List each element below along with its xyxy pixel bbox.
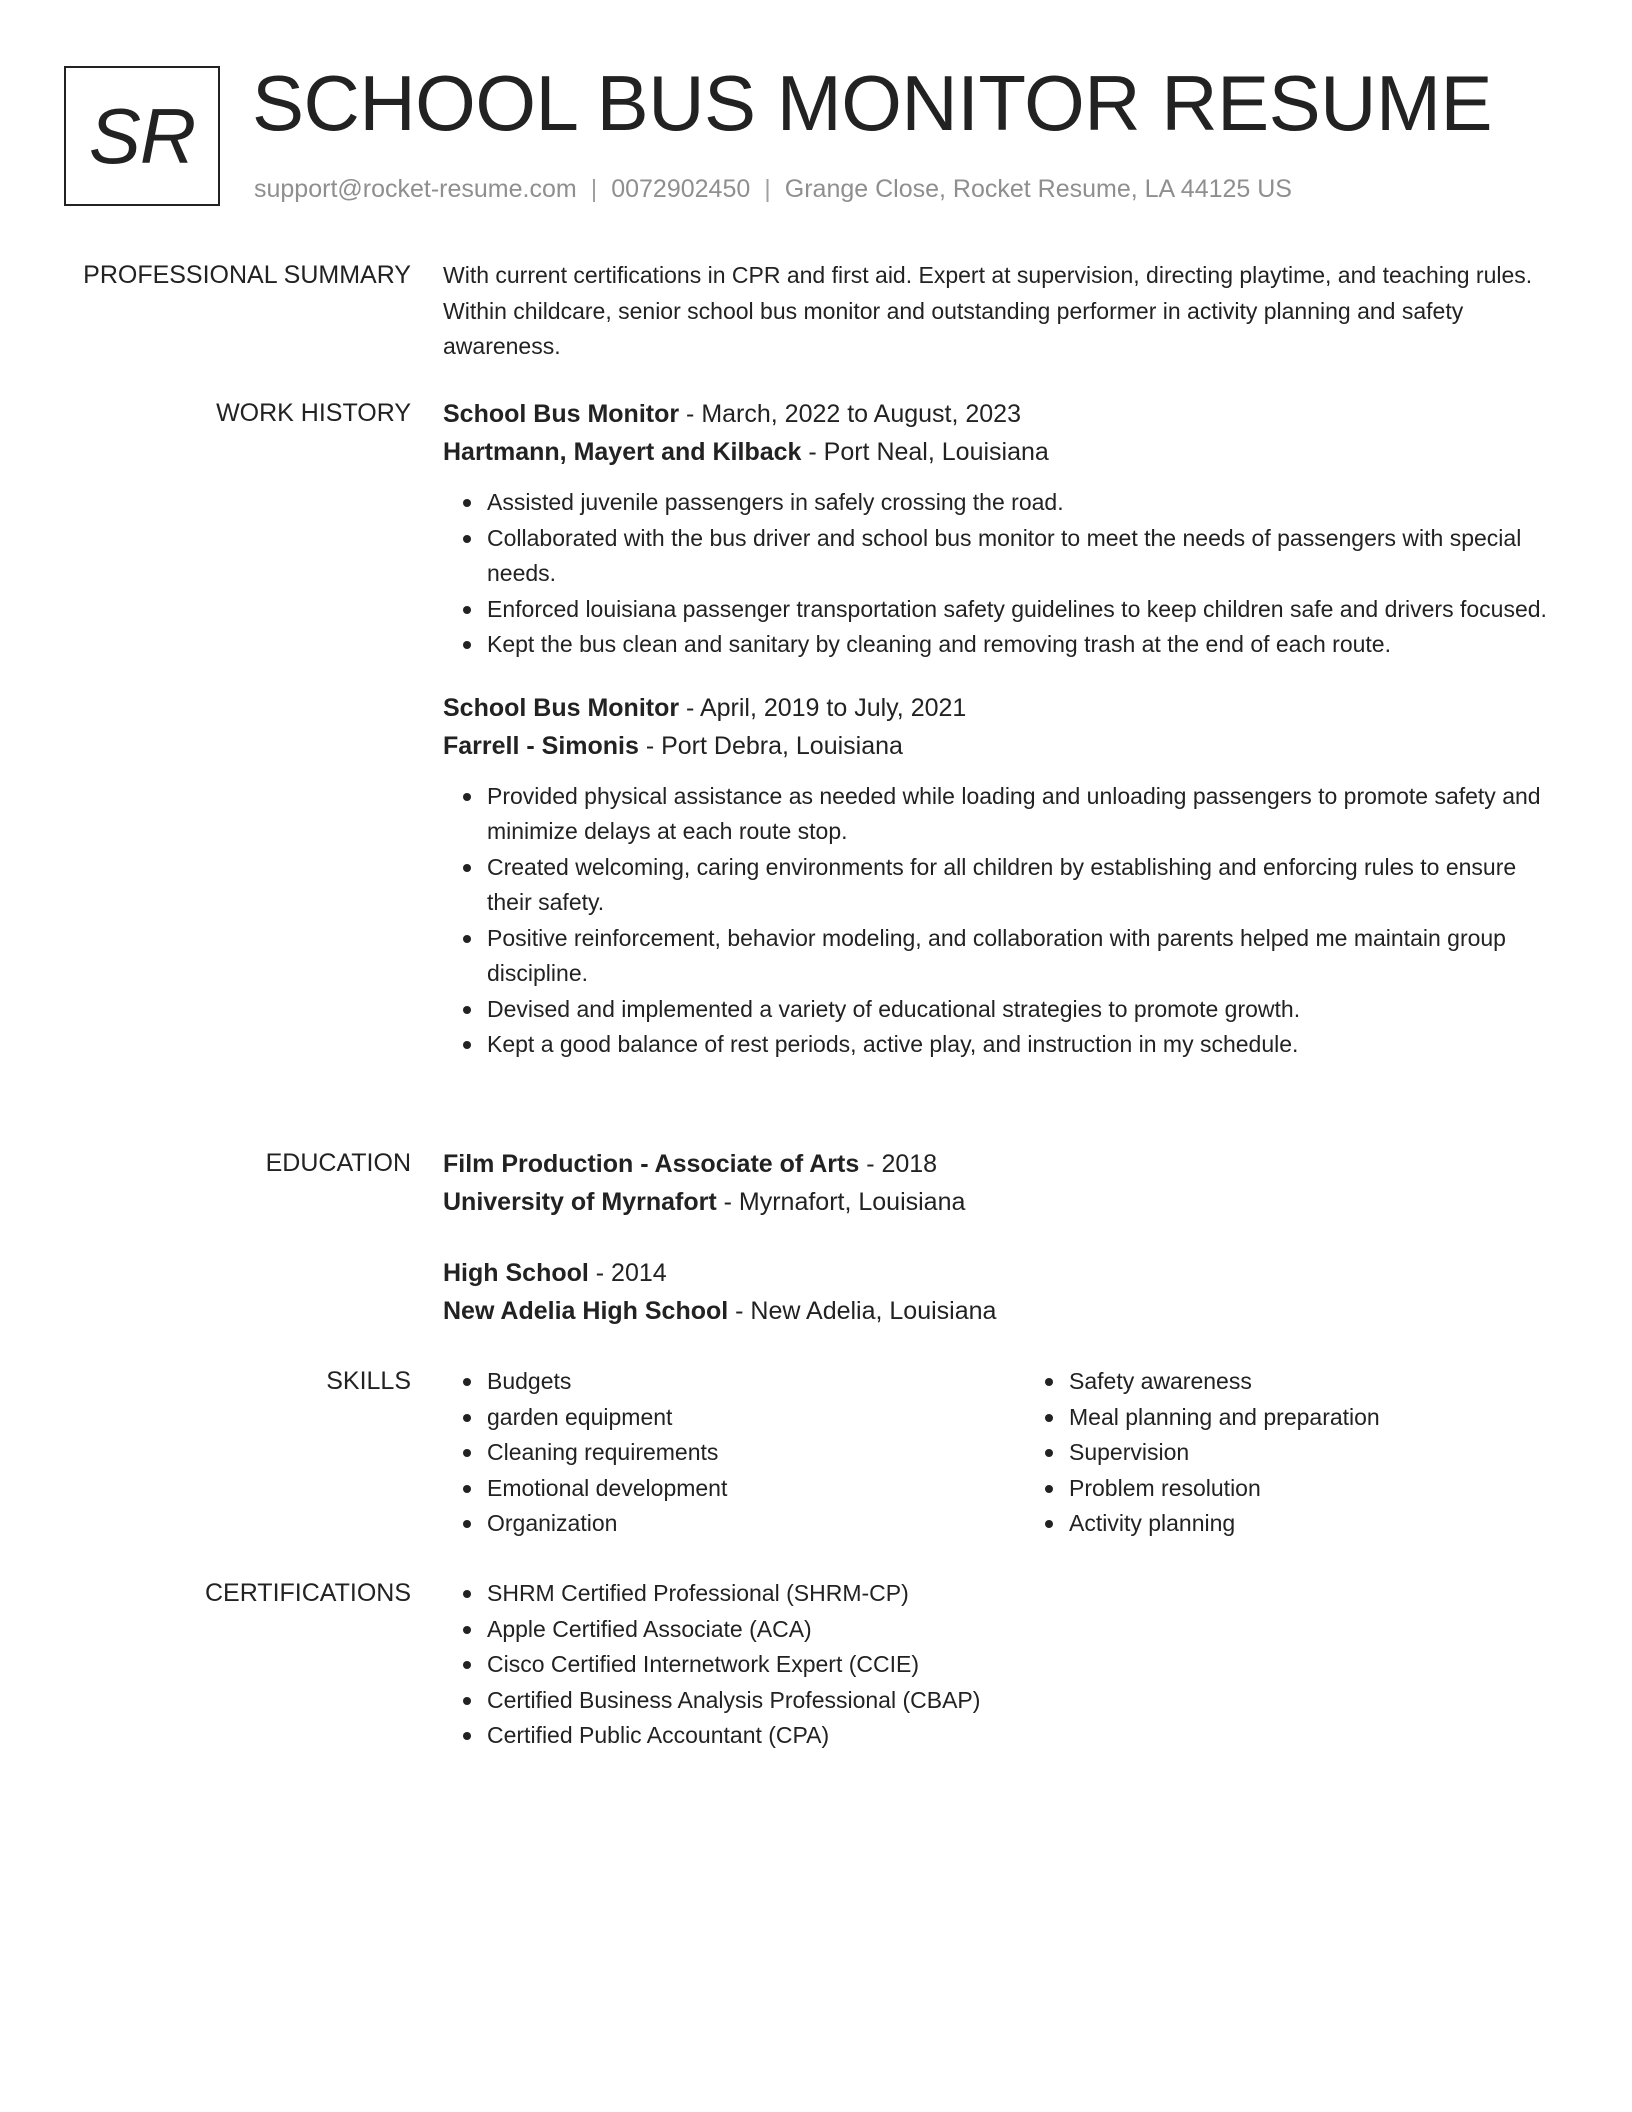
job-employer [443,727,1563,765]
skill-item: Supervision [1069,1435,1563,1471]
education-degree: High School [443,1259,589,1287]
education-year: - 2018 [859,1150,938,1178]
skill-item: Cleaning requirements [487,1435,981,1471]
list-item: Collaborated with the bus driver and school bus monitor to meet the needs of passengers with special needs. [487,521,1563,592]
skill-item: Safety awareness [1069,1364,1563,1400]
section-label-education: EDUCATION [265,1149,411,1177]
education-year: - 2014 [588,1259,667,1287]
work-history-body [443,395,1563,1063]
resume-title: SCHOOL BUS MONITOR RESUME [252,59,1492,147]
education-entry [443,1145,1563,1221]
education-location: - Myrnafort, Louisiana [716,1188,966,1216]
skill-item: Meal planning and preparation [1069,1400,1563,1436]
skill-item: garden equipment [487,1400,981,1436]
certification-item: Cisco Certified Internetwork Expert (CCIE) [487,1647,1563,1683]
list-item: Provided physical assistance as needed while loading and unloading passengers to promote safety and minimize delays at each route stop. [487,779,1563,850]
skill-item: Organization [487,1506,981,1542]
certification-item: Certified Business Analysis Professional (CBAP) [487,1683,1563,1719]
job-dates: - April, 2019 to July, 2021 [679,693,967,722]
list-item: Positive reinforcement, behavior modeling, and collaboration with parents helped me maintain group discipline. [487,921,1563,992]
skills-columns [443,1364,1563,1542]
list-item: Kept the bus clean and sanitary by cleaning and removing trash at the end of each route. [487,627,1563,663]
skill-item: Emotional development [487,1471,981,1507]
job-entry [443,689,1563,1063]
certification-item: SHRM Certified Professional (SHRM-CP) [487,1576,1563,1612]
contact-line [254,174,1292,204]
job-location: - Port Debra, Louisiana [638,731,903,760]
job-company: Farrell - Simonis [443,731,639,760]
section-label-work-history: WORK HISTORY [216,399,411,427]
list-item: Assisted juvenile passengers in safely crossing the road. [487,485,1563,521]
list-item: Created welcoming, caring environments for all children by establishing and enforcing rules to ensure their safety. [487,850,1563,921]
job-title: School Bus Monitor [443,693,680,722]
education-entry [443,1254,1563,1330]
skills-body [443,1364,1563,1542]
job-title: School Bus Monitor [443,400,680,428]
certifications-list [443,1576,1563,1754]
monogram-initials: SR [88,92,196,180]
section-label-certifications: CERTIFICATIONS [204,1579,411,1607]
skill-item: Problem resolution [1069,1471,1563,1507]
certifications-body [443,1576,1563,1754]
education-school: New Adelia High School [443,1297,729,1325]
contact-email[interactable]: support@rocket-resume.com [254,175,577,203]
education-heading [443,1254,1563,1292]
job-company: Hartmann, Mayert and Kilback [443,438,802,466]
summary-text: With current certifications in CPR and first aid. Expert at supervision, directing playtime, and teaching rules. Within childcare, senior school bus monitor and outstanding performer in activity planning and safety awareness. [443,262,1533,359]
certification-item: Certified Public Accountant (CPA) [487,1718,1563,1754]
contact-separator: | [590,175,598,203]
list-item: Enforced louisiana passenger transportation safety guidelines to keep children safe and drivers focused. [487,592,1563,628]
job-dates: - March, 2022 to August, 2023 [679,400,1021,428]
education-school-line [443,1292,1563,1330]
contact-address: Grange Close, Rocket Resume, LA 44125 US [784,175,1292,203]
job-location: - Port Neal, Louisiana [801,438,1049,466]
job-employer [443,433,1563,471]
job-entry [443,395,1563,663]
summary-body [443,258,1563,365]
certification-item: Apple Certified Associate (ACA) [487,1612,1563,1648]
education-school-line [443,1183,1563,1221]
section-label-summary: PROFESSIONAL SUMMARY [83,261,411,289]
job-duties-list [443,779,1563,1063]
list-item: Kept a good balance of rest periods, active play, and instruction in my schedule. [487,1027,1563,1063]
contact-phone[interactable]: 0072902450 [611,175,751,203]
skills-list-left [443,1364,981,1542]
list-item: Devised and implemented a variety of educational strategies to promote growth. [487,992,1563,1028]
job-heading [443,689,1563,727]
job-duties-list [443,485,1563,663]
skill-item: Budgets [487,1364,981,1400]
skill-item: Activity planning [1069,1506,1563,1542]
education-body [443,1145,1563,1330]
contact-separator: | [764,175,771,203]
education-degree: Film Production - Associate of Arts [443,1150,860,1178]
job-heading [443,395,1563,433]
section-label-skills: SKILLS [326,1367,411,1395]
education-school: University of Myrnafort [443,1188,717,1216]
education-location: - New Adelia, Louisiana [728,1297,997,1325]
skills-list-right [1025,1364,1563,1542]
monogram-badge [64,66,220,206]
education-heading [443,1145,1563,1183]
